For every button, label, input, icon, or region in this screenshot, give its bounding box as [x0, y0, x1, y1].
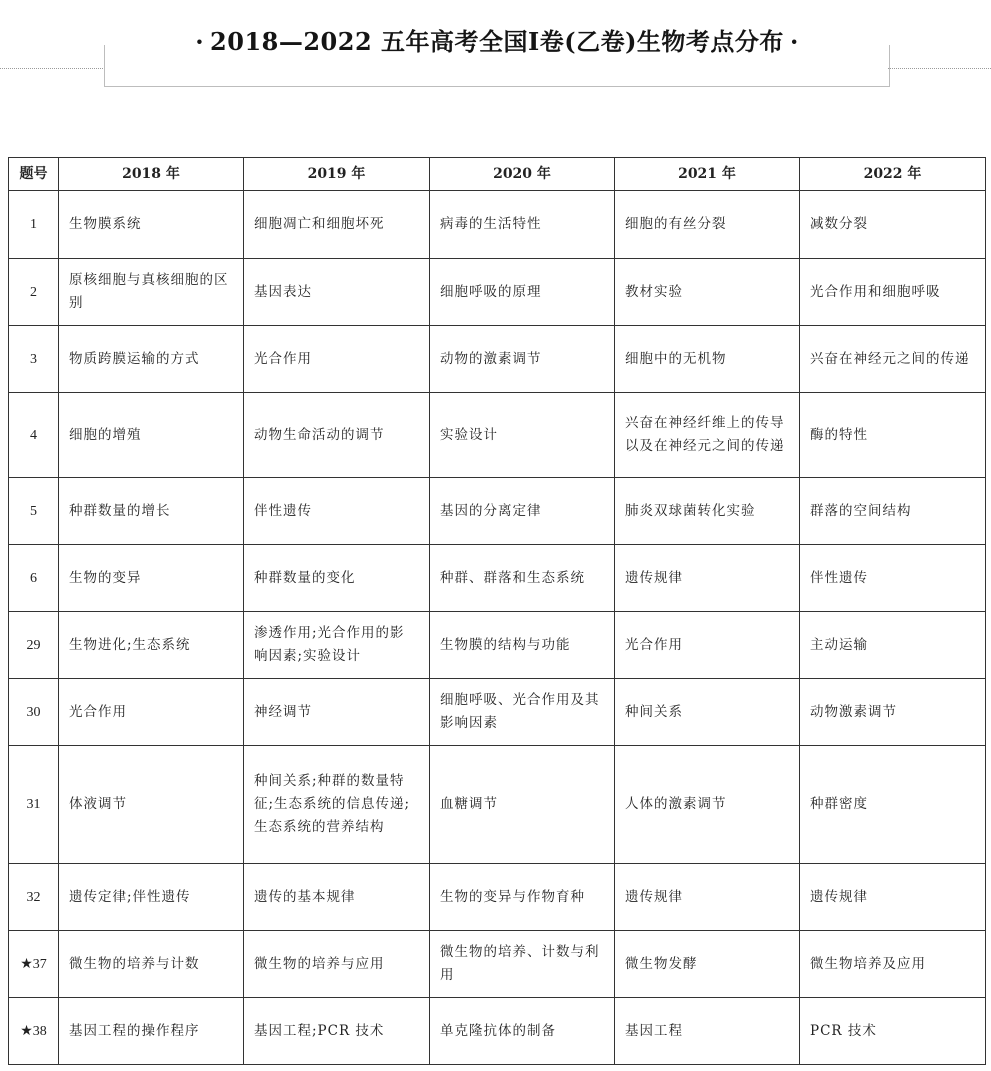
topic-cell: 基因工程;PCR 技术 [244, 998, 430, 1065]
topic-cell: 细胞的增殖 [59, 393, 244, 478]
header-year-2021: 2021 年 [615, 158, 800, 191]
table-row [9, 393, 986, 478]
topic-cell: 基因工程 [615, 998, 800, 1065]
topic-cell: 细胞呼吸、光合作用及其影响因素 [430, 679, 615, 746]
topic-cell: 种间关系 [615, 679, 800, 746]
header-year-2018: 2018 年 [59, 158, 244, 191]
table-row [9, 998, 986, 1065]
topic-cell: 生物进化;生态系统 [59, 612, 244, 679]
topic-cell: 光合作用 [59, 679, 244, 746]
table-row [9, 746, 986, 864]
topic-cell: 动物激素调节 [800, 679, 986, 746]
topic-cell: 人体的激素调节 [615, 746, 800, 864]
topic-cell: 兴奋在神经纤维上的传导以及在神经元之间的传递 [615, 393, 800, 478]
topic-cell: 遗传的基本规律 [244, 864, 430, 931]
topic-cell: 细胞呼吸的原理 [430, 259, 615, 326]
topic-cell: 生物膜的结构与功能 [430, 612, 615, 679]
topic-cell: 遗传规律 [800, 864, 986, 931]
topic-cell: 神经调节 [244, 679, 430, 746]
question-number-cell: 1 [9, 191, 59, 259]
table-row [9, 191, 986, 259]
topic-cell: 生物膜系统 [59, 191, 244, 259]
header-row [9, 158, 986, 191]
topic-cell: 微生物的培养与计数 [59, 931, 244, 998]
topic-cell: 细胞的有丝分裂 [615, 191, 800, 259]
topic-cell: 兴奋在神经元之间的传递 [800, 326, 986, 393]
question-number-cell: 6 [9, 545, 59, 612]
topic-cell: 肺炎双球菌转化实验 [615, 478, 800, 545]
question-number-cell: 30 [9, 679, 59, 746]
topic-cell: 遗传规律 [615, 545, 800, 612]
topic-cell: 遗传定律;伴性遗传 [59, 864, 244, 931]
topic-cell: 种群数量的变化 [244, 545, 430, 612]
header-year-2020: 2020 年 [430, 158, 615, 191]
page-title-text: 2018—2022 五年高考全国Ⅰ卷(乙卷)生物考点分布 [204, 27, 790, 56]
table-row [9, 612, 986, 679]
topic-cell: 微生物的培养与应用 [244, 931, 430, 998]
topic-cell: 微生物培养及应用 [800, 931, 986, 998]
table-body [9, 191, 986, 1065]
topic-cell: 原核细胞与真核细胞的区别 [59, 259, 244, 326]
topic-cell: 群落的空间结构 [800, 478, 986, 545]
topic-cell: 动物生命活动的调节 [244, 393, 430, 478]
table-row [9, 478, 986, 545]
topic-cell: 血糖调节 [430, 746, 615, 864]
page-title: · 2018—2022 五年高考全国Ⅰ卷(乙卷)生物考点分布 · [195, 27, 799, 56]
exam-topics-table [8, 157, 986, 1065]
question-number-cell: 3 [9, 326, 59, 393]
title-dotted-rule-left [0, 68, 105, 69]
topic-cell: 微生物发酵 [615, 931, 800, 998]
topic-cell: 基因表达 [244, 259, 430, 326]
topic-cell: 实验设计 [430, 393, 615, 478]
topic-cell: 基因的分离定律 [430, 478, 615, 545]
topic-cell: 光合作用 [615, 612, 800, 679]
topic-cell: 细胞中的无机物 [615, 326, 800, 393]
topic-cell: 酶的特性 [800, 393, 986, 478]
topic-cell: 细胞凋亡和细胞坏死 [244, 191, 430, 259]
table-row [9, 931, 986, 998]
table-row [9, 864, 986, 931]
topic-cell: 病毒的生活特性 [430, 191, 615, 259]
topic-cell: 光合作用 [244, 326, 430, 393]
topic-cell: 微生物的培养、计数与利用 [430, 931, 615, 998]
table-header [9, 158, 986, 191]
table-row [9, 326, 986, 393]
topic-cell: 种群、群落和生态系统 [430, 545, 615, 612]
topic-cell: 物质跨膜运输的方式 [59, 326, 244, 393]
topic-cell: 种群数量的增长 [59, 478, 244, 545]
header-question-number: 题号 [9, 158, 59, 191]
topic-cell: 教材实验 [615, 259, 800, 326]
table-row [9, 259, 986, 326]
question-number-cell: ★38 [9, 998, 59, 1065]
title-dotted-rule-right [888, 68, 991, 69]
question-number-cell: 32 [9, 864, 59, 931]
topic-cell: 遗传规律 [615, 864, 800, 931]
topic-cell: 基因工程的操作程序 [59, 998, 244, 1065]
question-number-cell: 4 [9, 393, 59, 478]
topic-cell: 单克隆抗体的制备 [430, 998, 615, 1065]
topic-cell: 动物的激素调节 [430, 326, 615, 393]
topic-cell: 种群密度 [800, 746, 986, 864]
topic-cell: 伴性遗传 [244, 478, 430, 545]
topic-cell: 生物的变异与作物育种 [430, 864, 615, 931]
topic-cell: 伴性遗传 [800, 545, 986, 612]
question-number-cell: 2 [9, 259, 59, 326]
question-number-cell: 29 [9, 612, 59, 679]
topic-cell: 生物的变异 [59, 545, 244, 612]
topic-cell: 体液调节 [59, 746, 244, 864]
table-row [9, 679, 986, 746]
table-row [9, 545, 986, 612]
topic-cell: 光合作用和细胞呼吸 [800, 259, 986, 326]
topic-cell: 渗透作用;光合作用的影响因素;实验设计 [244, 612, 430, 679]
question-number-cell: 5 [9, 478, 59, 545]
header-year-2022: 2022 年 [800, 158, 986, 191]
topic-cell: PCR 技术 [800, 998, 986, 1065]
question-number-cell: ★37 [9, 931, 59, 998]
question-number-cell: 31 [9, 746, 59, 864]
header-year-2019: 2019 年 [244, 158, 430, 191]
topic-cell: 主动运输 [800, 612, 986, 679]
topic-cell: 种间关系;种群的数量特征;生态系统的信息传递;生态系统的营养结构 [244, 746, 430, 864]
topic-cell: 减数分裂 [800, 191, 986, 259]
